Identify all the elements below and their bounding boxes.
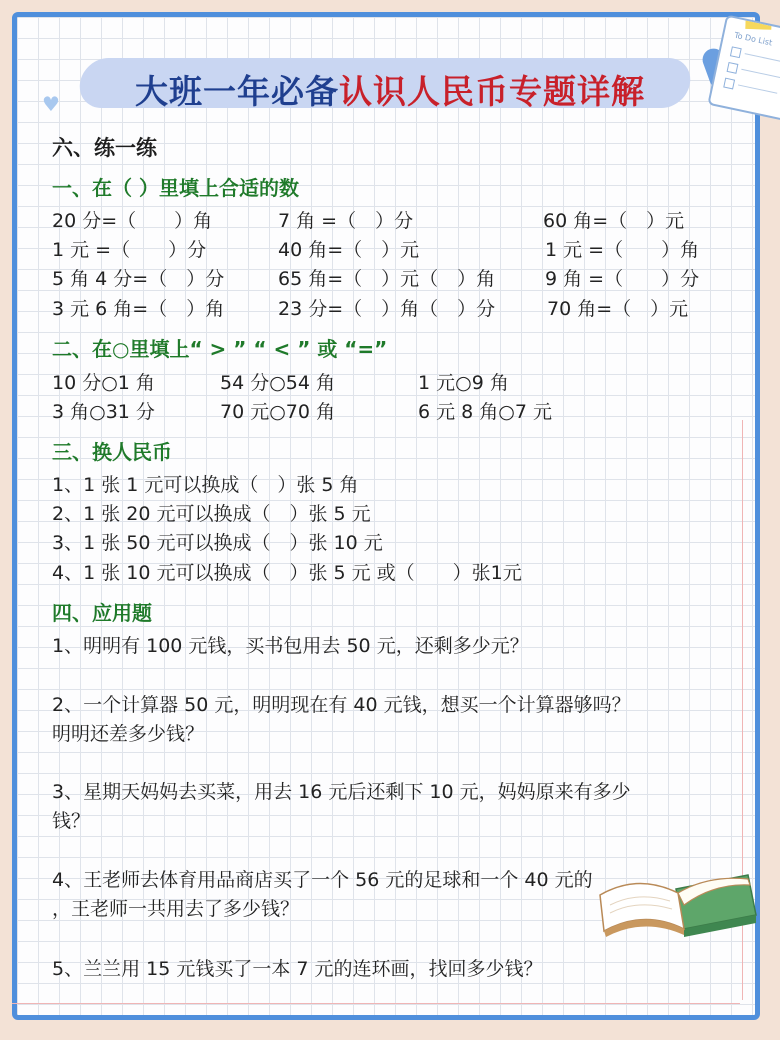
fill-item: 7 角 =（ ）分 xyxy=(278,210,414,232)
fill-item: 23 分=（ ）角（ ）分 xyxy=(278,298,496,320)
fill-item: 3 元 6 角=（ ）角 xyxy=(52,298,225,320)
word-problem: 1、明明有 100 元钱，买书包用去 50 元，还剩多少元？ xyxy=(52,635,529,657)
fill-item: 70 角=（ ）元 xyxy=(547,298,689,320)
part3-heading: 三、换人民币 xyxy=(52,440,172,464)
compare-item: 3 角○31 分 xyxy=(52,401,155,423)
title-part-1: 大班一年必备 xyxy=(135,72,339,111)
exchange-item: 3、1 张 50 元可以换成（ ）张 10 元 xyxy=(52,532,383,554)
part4-heading: 四、应用题 xyxy=(52,601,152,625)
book-icon xyxy=(598,865,758,943)
word-problem: 2、一个计算器 50 元，明明现在有 40 元钱，想买一个计算器够吗？ xyxy=(52,694,631,716)
heart-icon: ♥ xyxy=(42,92,60,116)
part2-heading: 二、在○里填上“ > ” “ < ” 或 “=” xyxy=(52,337,388,361)
word-problem: 5、兰兰用 15 元钱买了一本 7 元的连环画，找回多少钱？ xyxy=(52,958,543,980)
title-part-2: 认识人民币专题详解 xyxy=(339,72,645,111)
word-problem: 3、星期天妈妈去买菜，用去 16 元后还剩下 10 元，妈妈原来有多少 xyxy=(52,781,631,803)
fill-item: 5 角 4 分=（ ）分 xyxy=(52,268,225,290)
compare-item: 54 分○54 角 xyxy=(220,372,336,394)
fill-item: 1 元 =（ ）分 xyxy=(52,239,207,261)
word-problem-continued: 明明还差多少钱？ xyxy=(52,723,205,745)
section-heading-practice: 六、练一练 xyxy=(52,132,157,162)
todo-label: To Do List xyxy=(733,30,773,48)
compare-item: 1 元○9 角 xyxy=(418,372,509,394)
margin-line xyxy=(12,1003,740,1004)
word-problem-continued: 钱？ xyxy=(52,810,91,832)
fill-item: 20 分=（ ）角 xyxy=(52,210,213,232)
fill-item: 9 角 =（ ）分 xyxy=(545,268,700,290)
exchange-item: 1、1 张 1 元可以换成（ ）张 5 角 xyxy=(52,474,359,496)
compare-item: 70 元○70 角 xyxy=(220,401,336,423)
fill-item: 1 元 =（ ）角 xyxy=(545,239,700,261)
page-title xyxy=(0,66,780,113)
word-problem-continued: ，王老师一共用去了多少钱？ xyxy=(52,898,300,920)
compare-item: 10 分○1 角 xyxy=(52,372,155,394)
exchange-item: 2、1 张 20 元可以换成（ ）张 5 元 xyxy=(52,503,371,525)
compare-item: 6 元 8 角○7 元 xyxy=(418,401,553,423)
fill-item: 40 角=（ ）元 xyxy=(278,239,420,261)
fill-item: 65 角=（ ）元（ ）角 xyxy=(278,268,496,290)
fill-item: 60 角=（ ）元 xyxy=(543,210,685,232)
exchange-item: 4、1 张 10 元可以换成（ ）张 5 元 或（ ）张1元 xyxy=(52,562,522,584)
word-problem: 4、王老师去体育用品商店买了一个 56 元的足球和一个 40 元的 xyxy=(52,869,593,891)
part1-heading: 一、在（ ）里填上合适的数 xyxy=(52,176,299,200)
